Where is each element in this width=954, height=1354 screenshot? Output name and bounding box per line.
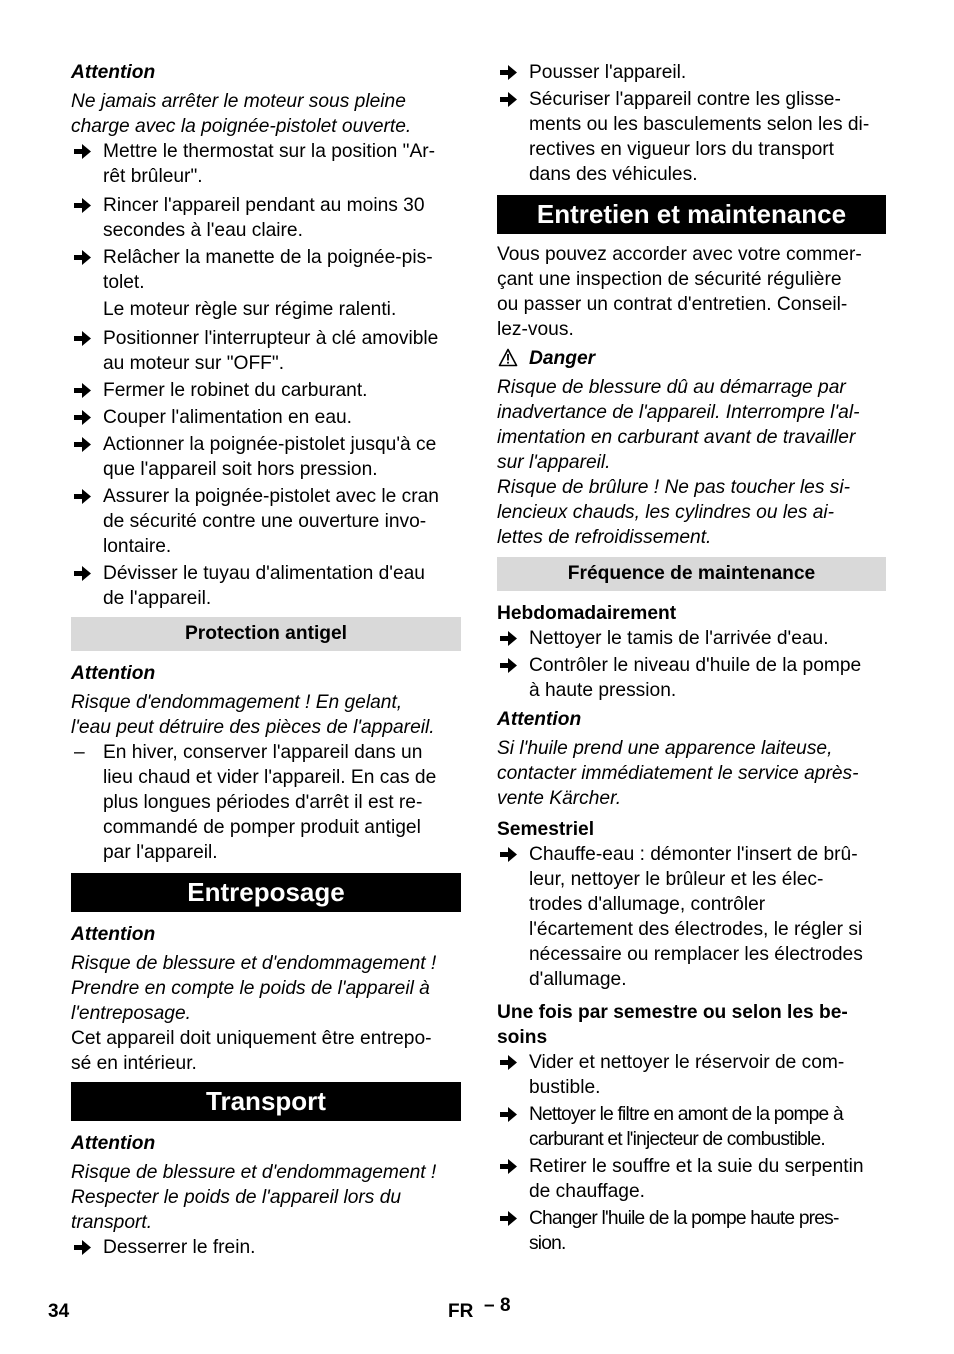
page-footer <box>0 1296 954 1326</box>
step-text-line: leur, nettoyer le brûleur et les élec- <box>529 869 824 890</box>
arrow-right-icon <box>497 87 521 112</box>
step-text-line: que l'appareil soit hors pression. <box>103 459 378 480</box>
attention-text-line: l'entreposage. <box>71 1003 191 1024</box>
step-text-line: Mettre le thermostat sur la position "Ar- <box>103 141 436 162</box>
attention-text-line: Ne jamais arrêter le moteur sous pleine <box>71 91 406 112</box>
attention-title: Attention <box>71 663 156 684</box>
arrow-right-icon <box>71 1235 95 1260</box>
step-item <box>497 626 886 651</box>
attention-title: Attention <box>71 924 156 945</box>
list-text-line: En hiver, conserver l'appareil dans un <box>103 742 423 763</box>
page-number: 34 <box>48 1301 70 1322</box>
step-text-line: tolet. <box>103 272 145 293</box>
intro-text-line: Vous pouvez accorder avec votre commer- <box>497 244 862 265</box>
step-item <box>497 653 886 703</box>
arrow-right-icon <box>71 193 95 218</box>
section-heading-frequency: Fréquence de maintenance <box>497 557 886 591</box>
attention-text-line: transport. <box>71 1212 153 1233</box>
step-item <box>71 326 461 376</box>
attention-title: Attention <box>71 62 156 83</box>
step-text-line: trodes d'allumage, contrôler <box>529 894 766 915</box>
arrow-right-icon <box>71 378 95 403</box>
as-needed-heading-line: Une fois par semestre ou selon les be- <box>497 1002 848 1023</box>
danger-text-line: sur l'appareil. <box>497 452 611 473</box>
danger-text <box>497 375 886 550</box>
footer-separator: – <box>484 1295 495 1316</box>
list-text-line: commandé de pomper produit antigel <box>103 817 421 838</box>
left-column <box>71 60 461 1262</box>
warning-triangle-icon <box>498 348 518 367</box>
arrow-right-icon <box>71 561 95 586</box>
danger-text-line: inadvertance de l'appareil. Interrompre l'al- <box>497 402 860 423</box>
step-text-line: Assurer la poignée-pistolet avec le cran <box>103 486 439 507</box>
storage-text-line: sé en intérieur. <box>71 1053 197 1074</box>
step-text-line: rêt brûleur". <box>103 166 203 187</box>
intro-text-line: çant une inspection de sécurité régulière <box>497 269 842 290</box>
arrow-right-icon <box>497 842 521 867</box>
attention-text <box>71 1160 461 1235</box>
section-heading-antigel: Protection antigel <box>71 617 461 651</box>
arrow-right-icon <box>497 1206 521 1231</box>
step-text-line: ments ou les basculements selon les di- <box>529 114 870 135</box>
attention-text-line: Risque d'endommagement ! En gelant, <box>71 692 403 713</box>
step-text-line: à haute pression. <box>529 680 677 701</box>
attention-text-line: charge avec la poignée-pistolet ouverte. <box>71 116 412 137</box>
step-text-line: Fermer le robinet du carburant. <box>103 380 368 401</box>
step-item <box>71 432 461 482</box>
dash-marker: – <box>74 742 85 763</box>
weekly-heading: Hebdomadairement <box>497 603 677 624</box>
step-text-line: bustible. <box>529 1077 601 1098</box>
section-heading-storage: Entreposage <box>71 873 461 912</box>
section-page-number: 8 <box>500 1295 511 1316</box>
step-text-line: Sécuriser l'appareil contre les glisse- <box>529 89 841 110</box>
step-text-line: Dévisser le tuyau d'alimentation d'eau <box>103 563 425 584</box>
step-text-line: Contrôler le niveau d'huile de la pompe <box>529 655 862 676</box>
step-item <box>497 87 886 187</box>
arrow-right-icon <box>71 326 95 351</box>
attention-title: Attention <box>71 1133 156 1154</box>
step-item <box>71 139 461 189</box>
arrow-right-icon <box>71 405 95 430</box>
step-item <box>71 193 461 243</box>
list-item <box>71 740 461 865</box>
step-text-line: Actionner la poignée-pistolet jusqu'à ce <box>103 434 437 455</box>
semester-heading: Semestriel <box>497 819 595 840</box>
attention-title: Attention <box>497 709 582 730</box>
arrow-right-icon <box>497 653 521 678</box>
step-text-line: de sécurité contre une ouverture invo- <box>103 511 427 532</box>
step-item <box>71 405 461 430</box>
step-text-line: sion. <box>529 1233 566 1254</box>
step-item <box>497 842 886 992</box>
attention-text-line: Respecter le poids de l'appareil lors du <box>71 1187 402 1208</box>
step-text-line: Vider et nettoyer le réservoir de com- <box>529 1052 845 1073</box>
step-text-line: secondes à l'eau claire. <box>103 220 303 241</box>
step-text-line: Retirer le souffre et la suie du serpentin <box>529 1156 864 1177</box>
danger-title: Danger <box>529 348 596 369</box>
danger-text-line: Risque de brûlure ! Ne pas toucher les si- <box>497 477 851 498</box>
danger-text-line: lencieux chauds, les cylindres ou les ai- <box>497 502 835 523</box>
step-text-line: lontaire. <box>103 536 172 557</box>
arrow-right-icon <box>497 1050 521 1075</box>
step-note: Le moteur règle sur régime ralenti. <box>103 299 397 320</box>
step-item <box>497 1154 886 1204</box>
step-item <box>497 1102 886 1152</box>
arrow-right-icon <box>497 1102 521 1127</box>
arrow-right-icon <box>497 626 521 651</box>
attention-text-line: Risque de blessure et d'endommagement ! <box>71 1162 437 1183</box>
attention-text-line: l'eau peut détruire des pièces de l'appareil. <box>71 717 435 738</box>
step-text-line: Nettoyer le tamis de l'arrivée d'eau. <box>529 628 829 649</box>
storage-text-line: Cet appareil doit uniquement être entrepo- <box>71 1028 432 1049</box>
step-text-line: Chauffe-eau : démonter l'insert de brû- <box>529 844 858 865</box>
arrow-right-icon <box>71 139 95 164</box>
step-text-line: carburant et l'injecteur de combustible. <box>529 1129 825 1150</box>
danger-text-line: Risque de blessure dû au démarrage par <box>497 377 846 398</box>
step-text-line: Relâcher la manette de la poignée-pis- <box>103 247 433 268</box>
section-heading-transport: Transport <box>71 1082 461 1121</box>
attention-text <box>71 951 461 1026</box>
list-text-line: par l'appareil. <box>103 842 218 863</box>
maintenance-intro <box>497 242 886 342</box>
arrow-right-icon <box>71 245 95 270</box>
step-item <box>497 1050 886 1100</box>
step-item <box>71 378 461 403</box>
step-item <box>497 60 886 85</box>
attention-text-line: contacter immédiatement le service après- <box>497 763 859 784</box>
step-item <box>71 245 461 295</box>
step-text-line: au moteur sur "OFF". <box>103 353 285 374</box>
step-item <box>497 1206 886 1256</box>
danger-text-line: lettes de refroidissement. <box>497 527 712 548</box>
arrow-right-icon <box>497 1154 521 1179</box>
step-text-line: Pousser l'appareil. <box>529 62 687 83</box>
intro-text-line: lez-vous. <box>497 319 574 340</box>
arrow-right-icon <box>497 60 521 85</box>
attention-text <box>497 736 886 811</box>
attention-text <box>71 89 461 139</box>
section-heading-maintenance: Entretien et maintenance <box>497 195 886 234</box>
list-text-line: lieu chaud et vider l'appareil. En cas de <box>103 767 437 788</box>
step-item <box>71 484 461 559</box>
attention-text-line: Risque de blessure et d'endommagement ! <box>71 953 437 974</box>
step-text-line: Nettoyer le filtre en amont de la pompe à <box>529 1104 843 1125</box>
attention-text-line: Prendre en compte le poids de l'appareil à <box>71 978 430 999</box>
attention-text <box>71 690 461 740</box>
step-item <box>71 561 461 611</box>
as-needed-heading <box>497 1000 886 1050</box>
danger-text-line: imentation en carburant avant de travailler <box>497 427 856 448</box>
step-text-line: Changer l'huile de la pompe haute pres- <box>529 1208 839 1229</box>
danger-title-row <box>497 346 886 371</box>
attention-text-line: Si l'huile prend une apparence laiteuse, <box>497 738 833 759</box>
step-text-line: d'allumage. <box>529 969 627 990</box>
as-needed-heading-line: soins <box>497 1027 548 1048</box>
arrow-right-icon <box>71 484 95 509</box>
storage-text <box>71 1026 461 1076</box>
step-text-line: rectives en vigueur lors du transport <box>529 139 835 160</box>
step-text-line: Couper l'alimentation en eau. <box>103 407 352 428</box>
step-text-line: de l'appareil. <box>103 588 212 609</box>
step-item <box>71 1235 461 1260</box>
step-text-line: dans des véhicules. <box>529 164 698 185</box>
step-text-line: Desserrer le frein. <box>103 1237 256 1258</box>
intro-text-line: ou passer un contrat d'entretien. Conseil- <box>497 294 848 315</box>
step-text-line: l'écartement des électrodes, le régler si <box>529 919 863 940</box>
step-text-line: Positionner l'interrupteur à clé amovible <box>103 328 439 349</box>
attention-text-line: vente Kärcher. <box>497 788 622 809</box>
step-text-line: de chauffage. <box>529 1181 645 1202</box>
right-column <box>497 60 886 1258</box>
arrow-right-icon <box>71 432 95 457</box>
step-text-line: nécessaire ou remplacer les électrodes <box>529 944 863 965</box>
list-text-line: plus longues périodes d'arrêt il est re- <box>103 792 423 813</box>
language-code: FR <box>448 1301 474 1322</box>
step-text-line: Rincer l'appareil pendant au moins 30 <box>103 195 425 216</box>
